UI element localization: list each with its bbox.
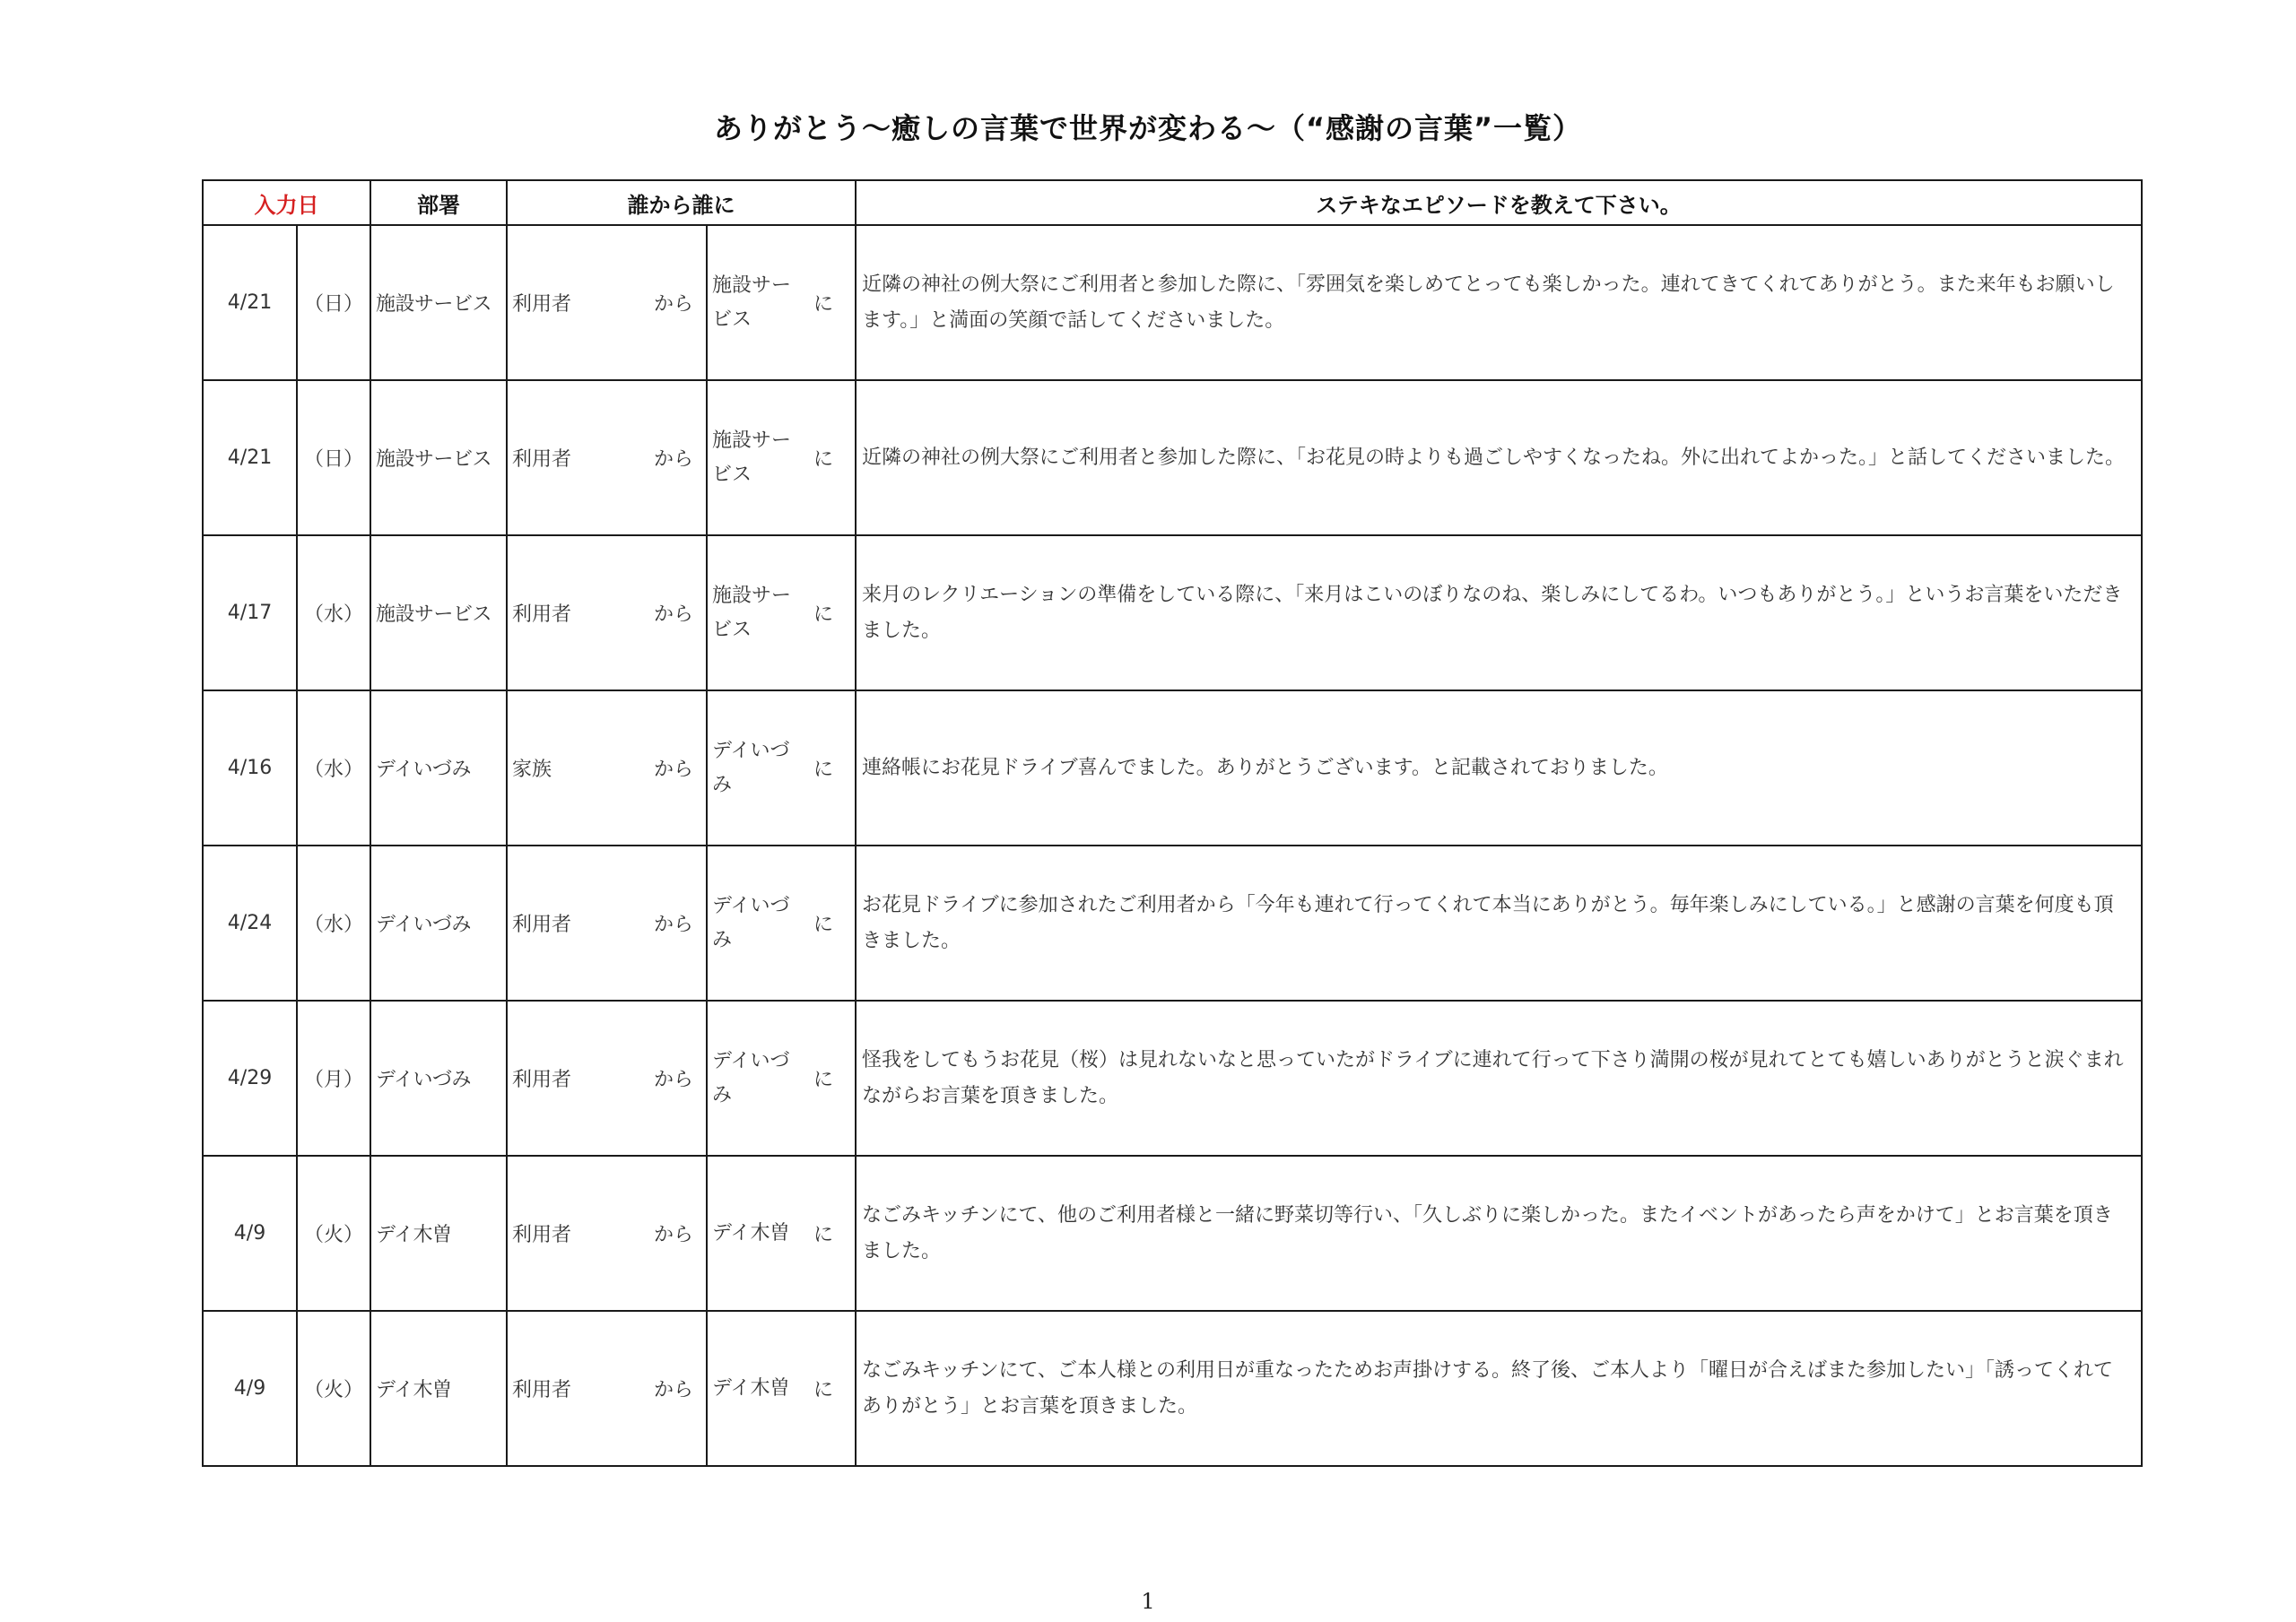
row-from-particle: から xyxy=(653,759,693,781)
row-to-particle: に xyxy=(813,448,833,471)
header-from-to: 誰から誰に xyxy=(507,180,856,225)
row-to-cell xyxy=(707,846,856,1001)
row-from-cell xyxy=(507,225,707,380)
row-from-particle: から xyxy=(653,603,693,626)
row-episode: 怪我をしてもうお花見（桜）は見れないなと思っていたがドライブに連れて行って下さり満開の桜が見れてとても嬉しいありがとうと涙ぐまれながらお言葉を頂きました。 xyxy=(856,1001,2142,1156)
header-episode: ステキなエピソードを教えて下さい。 xyxy=(856,180,2142,225)
row-from-cell xyxy=(507,380,707,535)
row-department: 施設サービス xyxy=(370,225,507,380)
row-from-particle: から xyxy=(653,1069,693,1091)
row-to-cell xyxy=(707,1156,856,1311)
page-number: 1 xyxy=(1141,1589,1155,1614)
row-episode: 近隣の神社の例大祭にご利用者と参加した際に、「お花見の時よりも過ごしやすくなったね。外に出れてよかった。」と話してくださいました。 xyxy=(856,380,2142,535)
row-from-particle: から xyxy=(653,914,693,936)
row-weekday: （水） xyxy=(297,846,370,1001)
row-to-cell xyxy=(707,380,856,535)
row-weekday: （日） xyxy=(297,380,370,535)
row-date: 4/16 xyxy=(203,690,297,846)
row-from-particle: から xyxy=(653,1224,693,1246)
row-from: 家族 xyxy=(512,759,552,781)
row-to-cell xyxy=(707,1001,856,1156)
row-to-particle: に xyxy=(813,914,833,936)
table-row xyxy=(203,1311,2142,1466)
row-from-cell xyxy=(507,1001,707,1156)
table-row xyxy=(203,380,2142,535)
row-to-cell xyxy=(707,690,856,846)
row-weekday: （火） xyxy=(297,1311,370,1466)
row-date: 4/24 xyxy=(203,846,297,1001)
row-from: 利用者 xyxy=(512,1069,572,1091)
row-weekday: （水） xyxy=(297,535,370,690)
row-to-particle: に xyxy=(813,603,833,626)
row-from: 利用者 xyxy=(512,914,572,936)
row-to-particle: に xyxy=(813,293,833,316)
row-episode: なごみキッチンにて、ご本人様との利用日が重なったためお声掛けする。終了後、ご本人より「曜日が合えばまた参加したい」「誘ってくれてありがとう」とお言葉を頂きました。 xyxy=(856,1311,2142,1466)
table-header-row xyxy=(203,180,2142,225)
row-department: デイいづみ xyxy=(370,690,507,846)
row-from-particle: から xyxy=(653,293,693,316)
row-to-cell xyxy=(707,1311,856,1466)
row-weekday: （日） xyxy=(297,225,370,380)
row-department: 施設サービス xyxy=(370,380,507,535)
row-department: 施設サービス xyxy=(370,535,507,690)
row-to-cell xyxy=(707,225,856,380)
row-weekday: （月） xyxy=(297,1001,370,1156)
row-from: 利用者 xyxy=(512,1224,572,1246)
row-to-particle: に xyxy=(813,1379,833,1401)
row-from: 利用者 xyxy=(512,448,572,471)
table-row xyxy=(203,225,2142,380)
row-weekday: （水） xyxy=(297,690,370,846)
row-department: デイ木曽 xyxy=(370,1311,507,1466)
row-from-cell xyxy=(507,1156,707,1311)
table-row xyxy=(203,535,2142,690)
row-to: デイいづみ xyxy=(712,739,790,796)
row-department: デイいづみ xyxy=(370,1001,507,1156)
row-episode: 来月のレクリエーションの準備をしている際に、「来月はこいのぼりなのね、楽しみにしてるわ。いつもありがとう。」というお言葉をいただきました。 xyxy=(856,535,2142,690)
row-to-particle: に xyxy=(813,1224,833,1246)
row-date: 4/29 xyxy=(203,1001,297,1156)
row-date: 4/9 xyxy=(203,1311,297,1466)
row-date: 4/17 xyxy=(203,535,297,690)
header-input-date: 入力日 xyxy=(203,180,370,225)
document-title: ありがとう～癒しの言葉で世界が変わる～（“感謝の言葉”一覧） xyxy=(713,111,1583,145)
row-from-cell xyxy=(507,1311,707,1466)
row-from-cell xyxy=(507,690,707,846)
table-row xyxy=(203,1001,2142,1156)
table-row xyxy=(203,846,2142,1001)
row-department: デイ木曽 xyxy=(370,1156,507,1311)
table-body xyxy=(203,225,2142,1466)
row-to: デイいづみ xyxy=(712,1049,790,1106)
row-to-particle: に xyxy=(813,1069,833,1091)
row-episode: なごみキッチンにて、他のご利用者様と一緒に野菜切等行い、「久しぶりに楽しかった。またイベントがあったら声をかけて」とお言葉を頂きました。 xyxy=(856,1156,2142,1311)
row-from-particle: から xyxy=(653,1379,693,1401)
row-episode: 連絡帳にお花見ドライブ喜んでました。ありがとうございます。と記載されておりました。 xyxy=(856,690,2142,846)
row-from: 利用者 xyxy=(512,1379,572,1401)
row-to: デイ木曽 xyxy=(712,1221,790,1245)
row-department: デイいづみ xyxy=(370,846,507,1001)
row-to: 施設サービス xyxy=(712,584,792,641)
row-to: デイ木曽 xyxy=(712,1376,790,1400)
row-to: 施設サービス xyxy=(712,429,792,486)
row-to-cell xyxy=(707,535,856,690)
row-from-cell xyxy=(507,535,707,690)
row-from: 利用者 xyxy=(512,293,572,316)
row-weekday: （火） xyxy=(297,1156,370,1311)
gratitude-table xyxy=(202,179,2143,1467)
row-from: 利用者 xyxy=(512,603,572,626)
row-date: 4/21 xyxy=(203,380,297,535)
row-to: 施設サービス xyxy=(712,273,792,331)
table-row xyxy=(203,690,2142,846)
row-from-particle: から xyxy=(653,448,693,471)
table-row xyxy=(203,1156,2142,1311)
row-episode: 近隣の神社の例大祭にご利用者と参加した際に、「雰囲気を楽しめてとっても楽しかった。連れてきてくれてありがとう。また来年もお願いします。」と満面の笑顔で話してくださいました。 xyxy=(856,225,2142,380)
row-episode: お花見ドライブに参加されたご利用者から「今年も連れて行ってくれて本当にありがとう。毎年楽しみにしている。」と感謝の言葉を何度も頂きました。 xyxy=(856,846,2142,1001)
row-to: デイいづみ xyxy=(712,894,790,951)
row-date: 4/21 xyxy=(203,225,297,380)
row-to-particle: に xyxy=(813,759,833,781)
row-from-cell xyxy=(507,846,707,1001)
header-department: 部署 xyxy=(370,180,507,225)
row-date: 4/9 xyxy=(203,1156,297,1311)
